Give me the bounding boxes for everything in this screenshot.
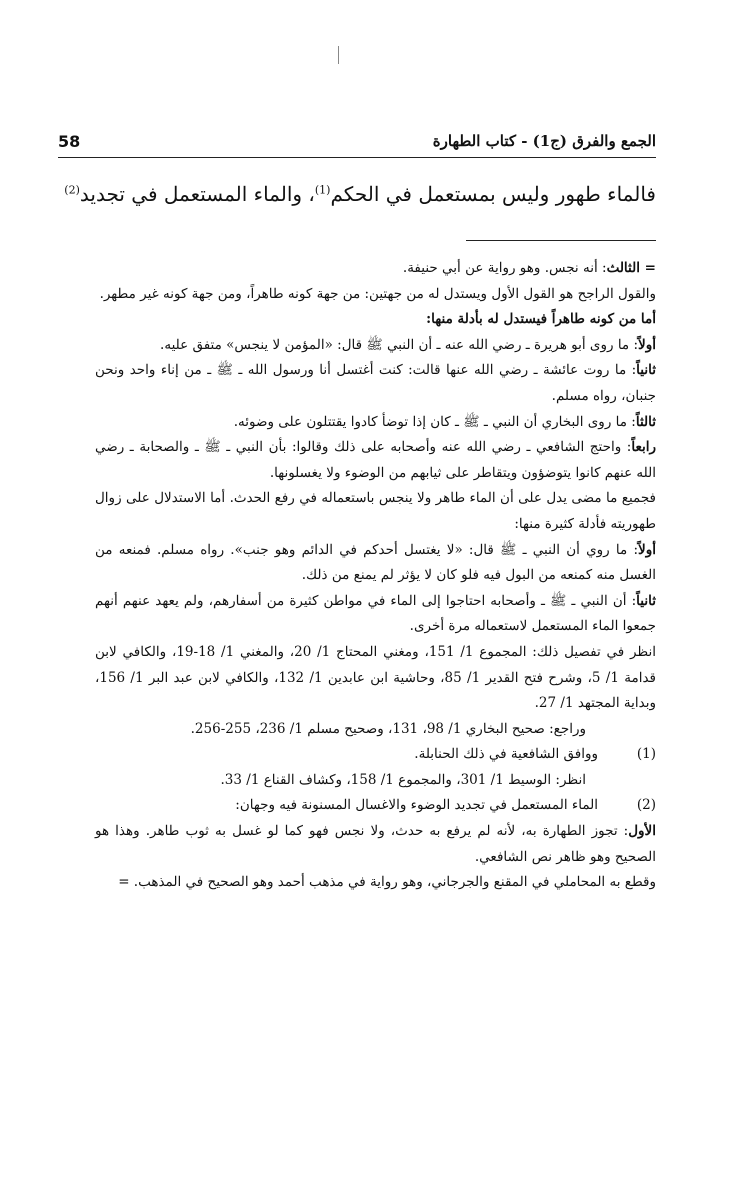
page-number: 58 <box>58 131 81 151</box>
note-line <box>95 333 656 359</box>
note-line <box>95 256 656 282</box>
note-label: ثانياً <box>636 592 656 609</box>
main-text-part-2: ، والماء المستعمل في تجديد <box>79 182 315 206</box>
note-line <box>95 358 656 409</box>
footnotes <box>95 256 656 896</box>
note-text: : ما روي أن النبي ـ ﷺ قال: «لا يغتسل أحدكم في الدائم وهو جنب». رواه مسلم. فمنعه من الغسل منه كمنعه من البول فيه فلو كان لا يؤثر لم يمنع من ذلك. <box>95 541 656 584</box>
note-line <box>95 538 656 589</box>
note-label: رابعاً <box>631 439 656 456</box>
note-label: أولاً <box>638 541 656 558</box>
note-label: أولاً <box>638 336 656 353</box>
note-line: فجميع ما مضى يدل على أن الماء طاهر ولا ينجس باستعماله في رفع الحدث. أما الاستدلال على زوال طهوريته فأدلة كثيرة منها: <box>95 490 656 532</box>
note-label: الأول <box>628 823 656 840</box>
main-text <box>58 176 656 212</box>
note-heading <box>95 307 656 333</box>
note-line <box>95 435 656 486</box>
note-line <box>95 410 656 436</box>
header-rule <box>58 157 656 158</box>
note-text: : أن النبي ـ ﷺ ـ وأصحابه احتاجوا إلى الماء في مواطن كثيرة من أسفارهم، ولم يعهد عنهم أنهم جمعوا الماء المستعمل لاستعماله مرة أخرى. <box>95 592 656 635</box>
note-line: والقول الراجح هو القول الأول ويستدل له من جهتين: من جهة كونه طاهراً، ومن جهة كونه غير مطهر. <box>99 285 656 302</box>
footnote-1 <box>95 742 656 768</box>
footnote-ref-2: (2) <box>64 183 80 197</box>
footnote-2-text: الماء المستعمل في تجديد الوضوء والاغسال المسنونة فيه وجهان: <box>235 797 598 814</box>
footnote-1-text: ووافق الشافعية في ذلك الحنابلة. <box>414 746 598 763</box>
note-text: : ما روى أبو هريرة ـ رضي الله عنه ـ أن النبي ﷺ قال: «المؤمن لا ينجس» متفق عليه. <box>160 336 639 353</box>
note-label: ثالثاً <box>635 413 656 430</box>
main-text-part-1: فالماء طهور وليس بمستعمل في الحكم <box>330 182 656 206</box>
top-margin-mark <box>338 46 339 64</box>
note-line: وقطع به المحاملي في المقنع والجرجاني، وهو رواية في مذهب أحمد وهو الصحيح في المذهب. = <box>118 874 656 891</box>
footnote-separator <box>466 240 656 241</box>
note-text: : تجوز الطهارة به، لأنه لم يرفع به حدث، ولا نجس فهو كما لو غسل به ثوب طاهر. وهذا هو الصحيح وهو ظاهر نص الشافعي. <box>95 823 656 865</box>
note-line <box>95 819 656 870</box>
footnote-2-number: (2) <box>636 797 656 814</box>
page-header <box>58 128 656 154</box>
note-heading-text: أما من كونه طاهراً فيستدل له بأدلة منها: <box>426 311 656 328</box>
note-line: انظر: الوسيط 1/ 301، والمجموع 1/ 158، وكشاف القناع 1/ 33. <box>220 771 586 788</box>
footnote-ref-1: (1) <box>314 183 331 197</box>
note-text: : ما روت عائشة ـ رضي الله عنها قالت: كنت أغتسل أنا ورسول الله ـ ﷺ ـ من إناء واحد ونحن جنبان، رواه مسلم. <box>95 362 656 404</box>
note-line: وراجع: صحيح البخاري 1/ 98، 131، وصحيح مسلم 1/ 236، 255-256. <box>190 720 586 737</box>
note-label: ثانياً <box>636 362 656 379</box>
note-text: : واحتج الشافعي ـ رضي الله عنه وأصحابه على ذلك وقالوا: بأن النبي ـ ﷺ ـ والصحابة ـ رضي الله عنهم كانوا يتوضؤون ويتقاطر على ثيابهم من الوضوء ولا يغسلونها. <box>95 439 656 481</box>
footnote-2 <box>95 793 656 819</box>
note-label: = الثالث <box>606 260 656 276</box>
note-text: : أنه نجس. وهو رواية عن أبي حنيفة. <box>402 260 607 276</box>
running-title: الجمع والفرق (ج1) - كتاب الطهارة <box>432 132 656 150</box>
note-text: : ما روى البخاري أن النبي ـ ﷺ ـ كان إذا توضأ كادوا يقتتلون على وضوئه. <box>233 413 636 430</box>
note-line <box>95 589 656 640</box>
note-line: انظر في تفصيل ذلك: المجموع 1/ 151، ومغني المحتاج 1/ 20، والمغني 1/ 18-19، والكافي لابن قدامة 1/ 5، وشرح فتح القدير 1/ 85، وحاشية ابن عابدين 1/ 132، والكافي لابن عبد البر 1/ 156، وبداية المجتهد 1/ 27. <box>95 643 656 712</box>
footnote-1-number: (1) <box>636 746 656 763</box>
